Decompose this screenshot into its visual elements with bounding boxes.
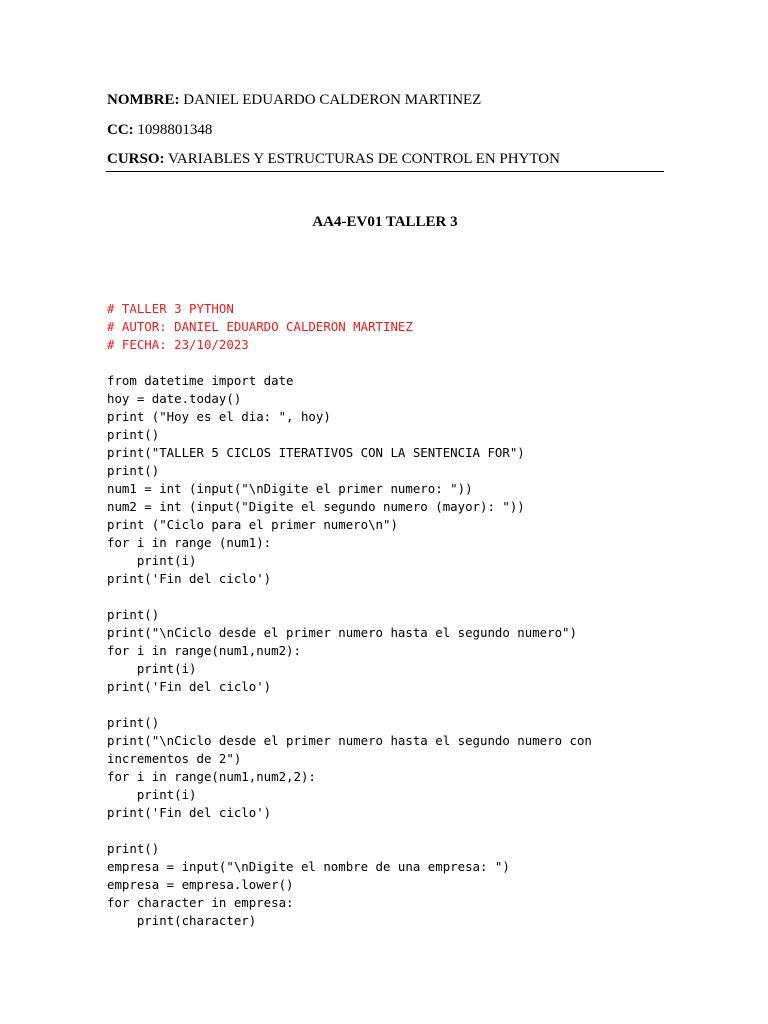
code-line: print(i) (107, 553, 197, 568)
code-line: print('Fin del ciclo') (107, 679, 272, 694)
cc-label: CC: (107, 121, 134, 138)
code-line: print(character) (107, 913, 257, 928)
code-line: empresa = input("\nDigite el nombre de una empresa: ") (107, 859, 510, 874)
code-blank-line (107, 588, 667, 606)
code-line: print(i) (107, 787, 197, 802)
code-line: empresa = empresa.lower() (107, 877, 294, 892)
code-line: for character in empresa: (107, 895, 294, 910)
code-line: print ("Hoy es el dia: ", hoy) (107, 409, 331, 424)
curso-label: CURSO: (107, 151, 165, 167)
code-line: print(i) (107, 661, 197, 676)
code-line: print() (107, 715, 160, 730)
code-line: print("TALLER 5 CICLOS ITERATIVOS CON LA SENTENCIA FOR") (107, 445, 525, 460)
cc-line (107, 120, 664, 140)
code-blank-line (107, 354, 667, 372)
code-line: print() (107, 841, 160, 856)
code-line: for i in range (num1): (107, 535, 272, 550)
code-line: print('Fin del ciclo') (107, 571, 272, 586)
code-comment-line: # AUTOR: DANIEL EDUARDO CALDERON MARTINEZ (107, 319, 413, 334)
nombre-label: NOMBRE: (107, 92, 180, 108)
code-line: print() (107, 463, 160, 478)
curso-value: VARIABLES Y ESTRUCTURAS DE CONTROL EN PHYTON (168, 151, 560, 167)
code-listing (107, 300, 667, 930)
code-line: print("\nCiclo desde el primer numero hasta el segundo numero") (107, 625, 577, 640)
code-line: num1 = int (input("\nDigite el primer numero: ")) (107, 481, 473, 496)
code-line: from datetime import date (107, 373, 294, 388)
header-divider (106, 171, 664, 172)
code-line: for i in range(num1,num2): (107, 643, 301, 658)
nombre-value: DANIEL EDUARDO CALDERON MARTINEZ (183, 92, 482, 108)
cc-value: 1098801348 (137, 121, 213, 138)
curso-line (107, 149, 664, 169)
student-info-header (107, 90, 664, 179)
code-blank-line (107, 822, 667, 840)
code-line: for i in range(num1,num2,2): (107, 769, 316, 784)
code-blank-line (107, 696, 667, 714)
code-line: print("\nCiclo desde el primer numero hasta el segundo numero con (107, 733, 592, 748)
nombre-line (107, 90, 664, 110)
code-line: print() (107, 607, 160, 622)
code-comment-line: # TALLER 3 PYTHON (107, 301, 234, 316)
document-title: AA4-EV01 TALLER 3 (312, 214, 458, 230)
code-line: incrementos de 2") (107, 751, 242, 766)
code-line: num2 = int (input("Digite el segundo numero (mayor): ")) (107, 499, 525, 514)
code-line: print('Fin del ciclo') (107, 805, 272, 820)
code-line: print ("Ciclo para el primer numero\n") (107, 517, 398, 532)
code-line: hoy = date.today() (107, 391, 242, 406)
code-line: print() (107, 427, 160, 442)
code-comment-line: # FECHA: 23/10/2023 (107, 337, 249, 352)
